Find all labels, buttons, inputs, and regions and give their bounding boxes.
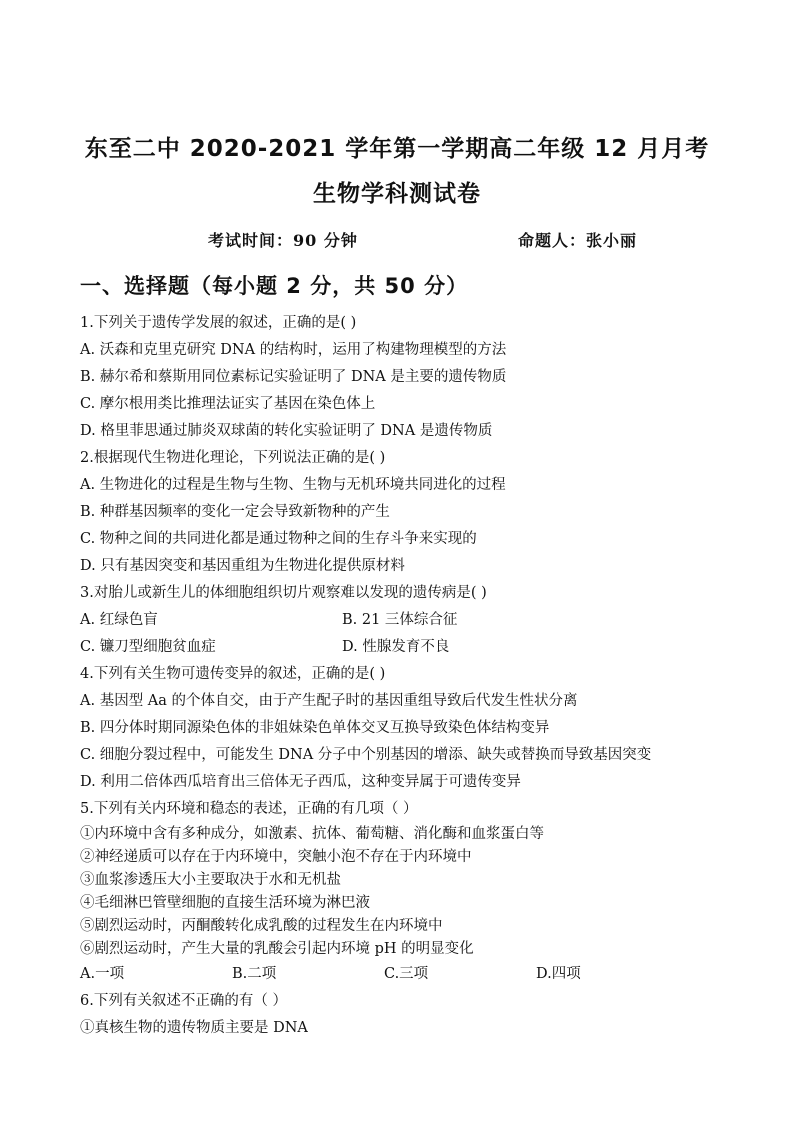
- question-stem: 1.下列关于遗传学发展的叙述，正确的是( ): [80, 315, 357, 331]
- question-stem: 3.对胎儿或新生儿的体细胞组织切片观察难以发现的遗传病是( ): [80, 585, 487, 601]
- option-d: D.四项: [536, 966, 581, 982]
- option-b: B. 赫尔希和蔡斯用同位素标记实验证明了 DNA 是主要的遗传物质: [80, 369, 507, 385]
- question-stem: 2.根据现代生物进化理论，下列说法正确的是( ): [80, 450, 386, 466]
- question-stem: 4.下列有关生物可遗传变异的叙述，正确的是( ): [80, 666, 386, 682]
- statement-item: ①内环境中含有多种成分，如激素、抗体、葡萄糖、消化酶和血浆蛋白等: [80, 826, 544, 842]
- option-d: D. 只有基因突变和基因重组为生物进化提供原材料: [80, 558, 405, 574]
- option-b: B.二项: [232, 966, 277, 982]
- statement-item: ④毛细淋巴管壁细胞的直接生活环境为淋巴液: [80, 895, 370, 911]
- option-row: [80, 961, 720, 988]
- option-c: C.三项: [384, 966, 429, 982]
- section-heading: 一、选择题（每小题 2 分，共 50 分）: [80, 274, 469, 298]
- option-a: A.一项: [80, 966, 125, 982]
- option-row: [80, 607, 720, 634]
- exam-author: 命题人：张小丽: [518, 231, 638, 250]
- option-c: C. 摩尔根用类比推理法证实了基因在染色体上: [80, 396, 376, 412]
- exam-title: 东至二中 2020-2021 学年第一学期高二年级 12 月月考: [84, 136, 710, 162]
- statement-item: ⑤剧烈运动时，丙酮酸转化成乳酸的过程发生在内环境中: [80, 918, 443, 934]
- option-d: D. 利用二倍体西瓜培育出三倍体无子西瓜，这种变异属于可遗传变异: [80, 774, 521, 790]
- statement-item: ③血浆渗透压大小主要取决于水和无机盐: [80, 872, 341, 888]
- question-stem: 6.下列有关叙述不正确的有（ ）: [80, 993, 287, 1009]
- option-c: C. 镰刀型细胞贫血症: [80, 639, 216, 655]
- statement-item: ⑥剧烈运动时，产生大量的乳酸会引起内环境 pH 的明显变化: [80, 941, 474, 957]
- option-a: A. 沃森和克里克研究 DNA 的结构时，运用了构建物理模型的方法: [80, 342, 507, 358]
- option-c: C. 物种之间的共同进化都是通过物种之间的生存斗争来实现的: [80, 531, 477, 547]
- option-a: A. 基因型 Aa 的个体自交，由于产生配子时的基因重组导致后代发生性状分离: [80, 693, 578, 709]
- option-b: B. 四分体时期同源染色体的非姐妹染色单体交叉互换导致染色体结构变异: [80, 720, 550, 736]
- option-d: D. 格里菲思通过肺炎双球菌的转化实验证明了 DNA 是遗传物质: [80, 423, 493, 439]
- option-a: A. 红绿色盲: [80, 612, 158, 628]
- question-list: [80, 310, 720, 1042]
- question-stem: 5.下列有关内环境和稳态的表述，正确的有几项（ ）: [80, 801, 418, 817]
- exam-subtitle: 生物学科测试卷: [313, 181, 481, 207]
- option-b: B. 21 三体综合征: [342, 612, 458, 628]
- statement-item: ②神经递质可以存在于内环境中，突触小泡不存在于内环境中: [80, 849, 472, 865]
- option-row: [80, 634, 720, 661]
- option-c: C. 细胞分裂过程中，可能发生 DNA 分子中个别基因的增添、缺失或替换而导致基因突变: [80, 747, 652, 763]
- option-d: D. 性腺发育不良: [342, 639, 450, 655]
- option-b: B. 种群基因频率的变化一定会导致新物种的产生: [80, 504, 390, 520]
- statement-item: ①真核生物的遗传物质主要是 DNA: [80, 1020, 308, 1036]
- exam-time: 考试时间：90 分钟: [208, 231, 358, 250]
- option-a: A. 生物进化的过程是生物与生物、生物与无机环境共同进化的过程: [80, 477, 506, 493]
